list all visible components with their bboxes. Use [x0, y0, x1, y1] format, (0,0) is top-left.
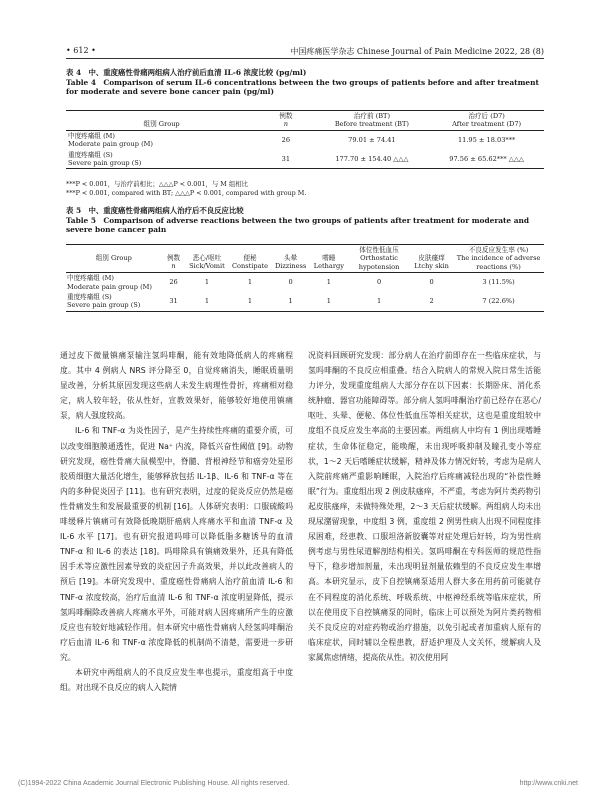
journal-title: 中国疼痛医学杂志 Chinese Journal of Pain Medicine 2022, 28 (8)	[290, 47, 544, 56]
table5-header-constipate: 便秘 Constipate	[229, 245, 272, 273]
table4-header-n: 例数 n	[257, 111, 314, 131]
paragraph: IL-6 和 TNF-α 为炎性因子，是产生持续性疼痛的重要介质，可以改变细胞膜通透性，促进 Na⁺ 内流，降低兴奋性阈值 [9]。动物研究发现，癌性骨痛大鼠模型中，脊髓、背根神经节和癌旁处星形胶质细胞大量活化增生，能够释放包括 IL-1β、IL-6 和 TNF-α 等在内的多种促炎因子 [11]。也有研究表明，过度的促炎反应仍然是癌性骨痛发生和发展最重要的机制 [16]。人体研究表明：口服硫酸吗啡缓释片镇痛可有效降低晚期肝癌病人疼痛水平和血清 TNF-α 及 IL-6 水平 [17]。也有研究报道吗啡可以降低脂多糖诱导的血清 TNF-α 和 IL-6 的表达 [18]。吗啡除具有镇痛效果外，还具有降低因手术等应激性因素导致的炎症因子升高效果，并以此改善病人的预后 [19]。本研究发现中、重度癌性骨痛病人治疗前血清 IL-6 和 TNF-α 浓度较高，治疗后血清 IL-6 和 TNF-α 浓度明显降低，提示氢吗啡酮除改善病人疼痛水平外，可能对病人因疼痛所产生的应激反应也有较好地减轻作用。但本研究中癌性骨痛病人经氢吗啡酮治疗后血清 IL-6 和 TNF-α 浓度降低的机制尚不清楚，需要进一步研究。	[60, 426, 293, 662]
copyright: (C)1994-2022 China Academic Journal Electronic Publishing House. All rights reserved.	[18, 780, 290, 787]
row-cell: 3 (11.5%)	[482, 278, 515, 287]
row-cell: 26	[169, 278, 178, 287]
table5	[66, 244, 544, 312]
row-cell: 1	[326, 297, 331, 306]
row-cell: 1	[247, 297, 253, 306]
table4-header-after: 治疗后 (D7) After treatment (D7)	[429, 111, 544, 131]
table4-note-en: ***P < 0.001, compared with BT; △△△P < 0.001, compared with group M.	[66, 188, 307, 197]
row-cell: 0	[288, 278, 293, 287]
body-right-column	[308, 348, 541, 665]
row-cell: 1	[204, 278, 210, 287]
table4-header-row	[66, 111, 544, 131]
table4	[66, 110, 544, 169]
table5-header-dizziness: 头晕 Dizziness	[272, 245, 310, 273]
table5-header-n: 例数 n	[162, 245, 186, 273]
row-before: 177.70 ± 154.40 △△△	[335, 154, 409, 163]
paragraph: 通过皮下微量镇痛泵输注氢吗啡酮，能有效地降低病人的疼痛程度。其中 4 例病人 NRS 评分降至 0，自觉疼痛消失，睡眠质量明显改善，分析其原因发现这些病人未发生病理性骨折，疼痛相对稳定，病人较年轻，依从性好，宣教效果好，能够较好地使用镇痛泵，病人强度较高。	[60, 351, 293, 421]
table-row	[66, 150, 544, 169]
header-rule	[66, 58, 544, 59]
row-cell: 2	[429, 297, 434, 306]
table5-header-incidence: 不良反应发生率 (%) The incidence of adverse reactions (%)	[453, 245, 544, 273]
table5-header-vomit: 恶心/呕吐 Sick/Vomit	[185, 245, 228, 273]
row-after: 97.56 ± 65.62*** △△△	[449, 154, 524, 163]
row-group: 中度疼痛组 (M) Moderate pain group (M)	[68, 131, 153, 149]
row-cell: 0	[429, 278, 434, 287]
table4-caption-en: Table 4 Comparison of serum IL-6 concentrations between the two groups of patients before and after treatment for moderate and severe bone cancer pain (pg/ml)	[66, 77, 539, 97]
table5-header-itchy: 皮肤瘙痒 Ltchy skin	[410, 245, 453, 273]
row-before: 79.01 ± 74.41	[348, 135, 396, 144]
table4-header-before: 治疗前 (BT) Before treatment (BT)	[315, 111, 430, 131]
row-cell: 1	[326, 278, 331, 287]
row-cell: 7 (22.6%)	[482, 297, 515, 306]
table5-header-group: 组别 Group	[66, 245, 162, 273]
body-left-column	[60, 348, 293, 695]
paragraph: 本研究中两组病人的不良反应发生率也提示，重度组高于中度组。对出现不良反应的病人入院情	[60, 667, 293, 693]
table-row	[66, 273, 544, 292]
table4-notes	[66, 180, 544, 197]
row-cell: 1	[247, 278, 253, 287]
row-group: 中度疼痛组 (M) Moderate pain group (M)	[67, 274, 152, 291]
row-cell: 1	[204, 297, 210, 306]
table5-caption	[66, 206, 544, 235]
row-after: 11.95 ± 18.03***	[457, 135, 516, 144]
table4-caption-cn: 表 4 中、重度癌性骨痛两组病人治疗前后血清 IL-6 浓度比较 (pg/ml)	[66, 68, 307, 77]
table5-header-hypotension: 体位性低血压 Orthostatic hypotension	[348, 245, 410, 273]
paragraph: 况资料回顾研究发现：部分病人在治疗前即存在一些临床症状，与氢吗啡酮的不良反应相重叠。结合入院病人的常规入院日常生活能力评分，发现重度组病人大部分存在以下因素：长期卧床、消化系统肿瘤、器官功能障碍等。部分病人氢吗啡酮治疗前已经存在恶心/呕吐、头晕、便秘、体位性低血压等相关症状，这也是重度组较中度组不良反应发生率高的主要因素。两组病人中均有 1 例出现嗜睡症状，生命体征稳定，能唤醒，未出现呼吸抑制及瞳孔变小等症状，1～2 天后嗜睡症状缓解，精神及体力情况好转，考虑为是病人入院前疼痛严重影响睡眠，入院治疗后疼痛减轻出现的“补偿性睡眠”行为。重度组出现 2 例皮肤瘙痒，不严重，考虑为阿片类药物引起皮肤瘙痒，未做特殊处理，2～3 天后症状缓解。两组病人均未出现尿潴留现象，中度组 3 例，重度组 2 例男性病人出现不同程度排尿困难，经患教、口服坦洛新胶囊等对症处理后好转，均为男性病例考虑与男性尿道解剖结构相关。氢吗啡酮在专科医师的规范性指导下，稳步增加剂量，未出现明显剂量依赖型的不良反应发生率增高。本研究显示，皮下自控镇痛泵适用人群大多在用药前可能就存在不同程度的消化系统、呼吸系统、中枢神经系统等临床症状，所以在使用皮下自控镇痛泵的同时，临床上可以预处为阿片类药物相关不良反应的对症药物或治疗措施，以免引起或者加重病人原有的临床症状，同时辅以全程患教，舒适护理及人文关怀，缓解病人及家属焦虑情绪，提高依从性。初次使用阿	[308, 351, 541, 662]
table4-note-cn: ***P < 0.001，与治疗前相比；△△△P < 0.001，与 M 组相比	[66, 180, 249, 188]
table4-caption	[66, 68, 544, 97]
table4-header-group: 组别 Group	[66, 111, 257, 131]
row-n: 31	[281, 154, 291, 163]
table-row	[66, 130, 544, 149]
site-link[interactable]: http://www.cnki.net	[519, 780, 578, 787]
row-group: 重度疼痛组 (S) Severe pain group (S)	[67, 293, 141, 310]
row-cell: 1	[288, 297, 293, 306]
table5-caption-en: Table 5 Comparison of adverse reactions between the two groups of patients after treatment for moderate and severe bone cancer pain	[66, 215, 530, 235]
row-cell: 1	[376, 297, 382, 306]
table5-header-lethargy: 嗜睡 Lethargy	[310, 245, 348, 273]
row-group: 重度疼痛组 (S) Severe pain group (S)	[68, 150, 142, 168]
table-row	[66, 292, 544, 311]
row-n: 26	[281, 135, 291, 144]
page-number: • 612 •	[66, 46, 96, 55]
row-cell: 0	[376, 278, 382, 287]
row-cell: 31	[169, 297, 178, 306]
table5-header-row	[66, 245, 544, 273]
table5-caption-cn: 表 5 中、重度癌性骨痛两组病人治疗后不良反应比较	[66, 206, 244, 215]
